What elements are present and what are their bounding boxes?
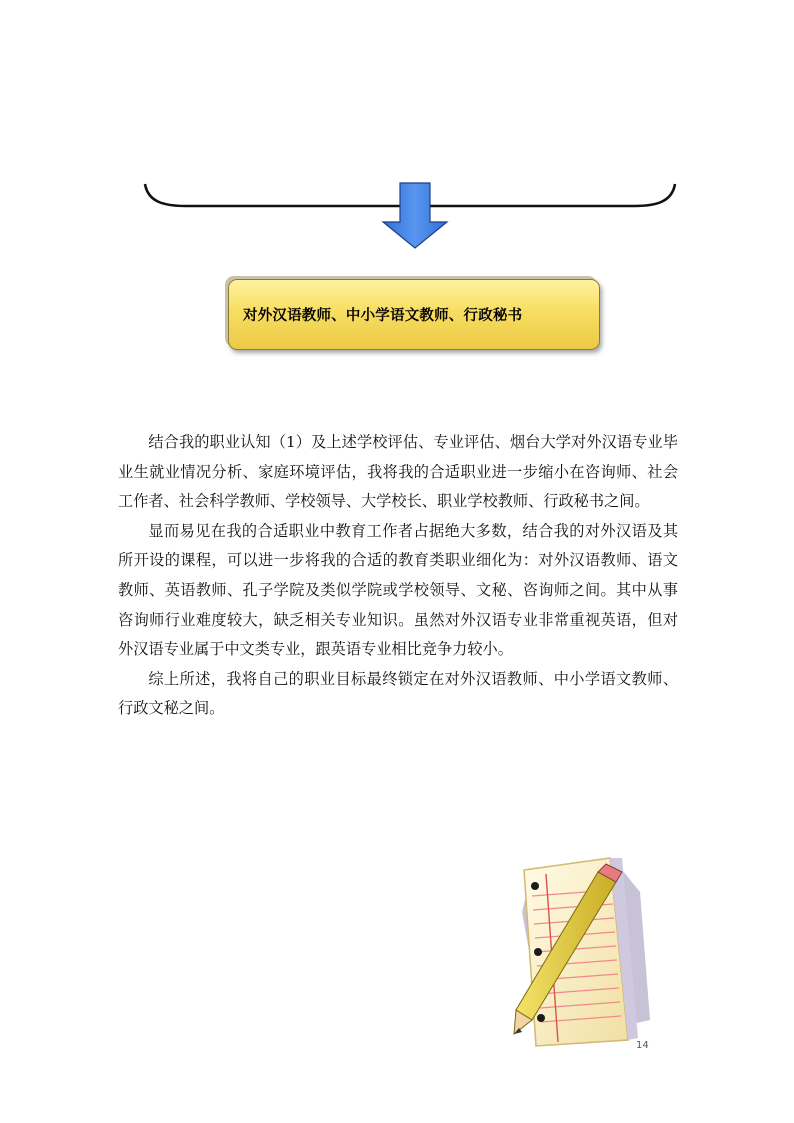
- body-text: [118, 428, 678, 724]
- paragraph-2: 显而易见在我的合适职业中教育工作者占据绝大多数，结合我的对外汉语及其所开设的课程，可以进一步将我的合适的教育类职业细化为：对外汉语教师、语文教师、英语教师、孔子学院及类似学院或学校领导、文秘、咨询师之间。其中从事咨询师行业难度较大，缺乏相关专业知识。虽然对外汉语专业非常重视英语，但对外汉语专业属于中文类专业，跟英语专业相比竞争力较小。: [118, 521, 678, 659]
- page-number: 14: [636, 1040, 649, 1051]
- notepad-pencil-icon: [502, 852, 652, 1052]
- down-arrow-icon: [380, 182, 450, 250]
- career-target-text: 对外汉语教师、中小学语文教师、行政秘书: [243, 308, 523, 324]
- paragraph-1: 结合我的职业认知（1）及上述学校评估、专业评估、烟台大学对外汉语专业毕业生就业情况分析、家庭环境评估，我将我的合适职业进一步缩小在咨询师、社会工作者、社会科学教师、学校领导、大学校长、职业学校教师、行政秘书之间。: [118, 433, 678, 511]
- career-target-box: [228, 279, 600, 350]
- paragraph-3: 综上所述，我将自己的职业目标最终锁定在对外汉语教师、中小学语文教师、行政文秘之间。: [118, 669, 678, 718]
